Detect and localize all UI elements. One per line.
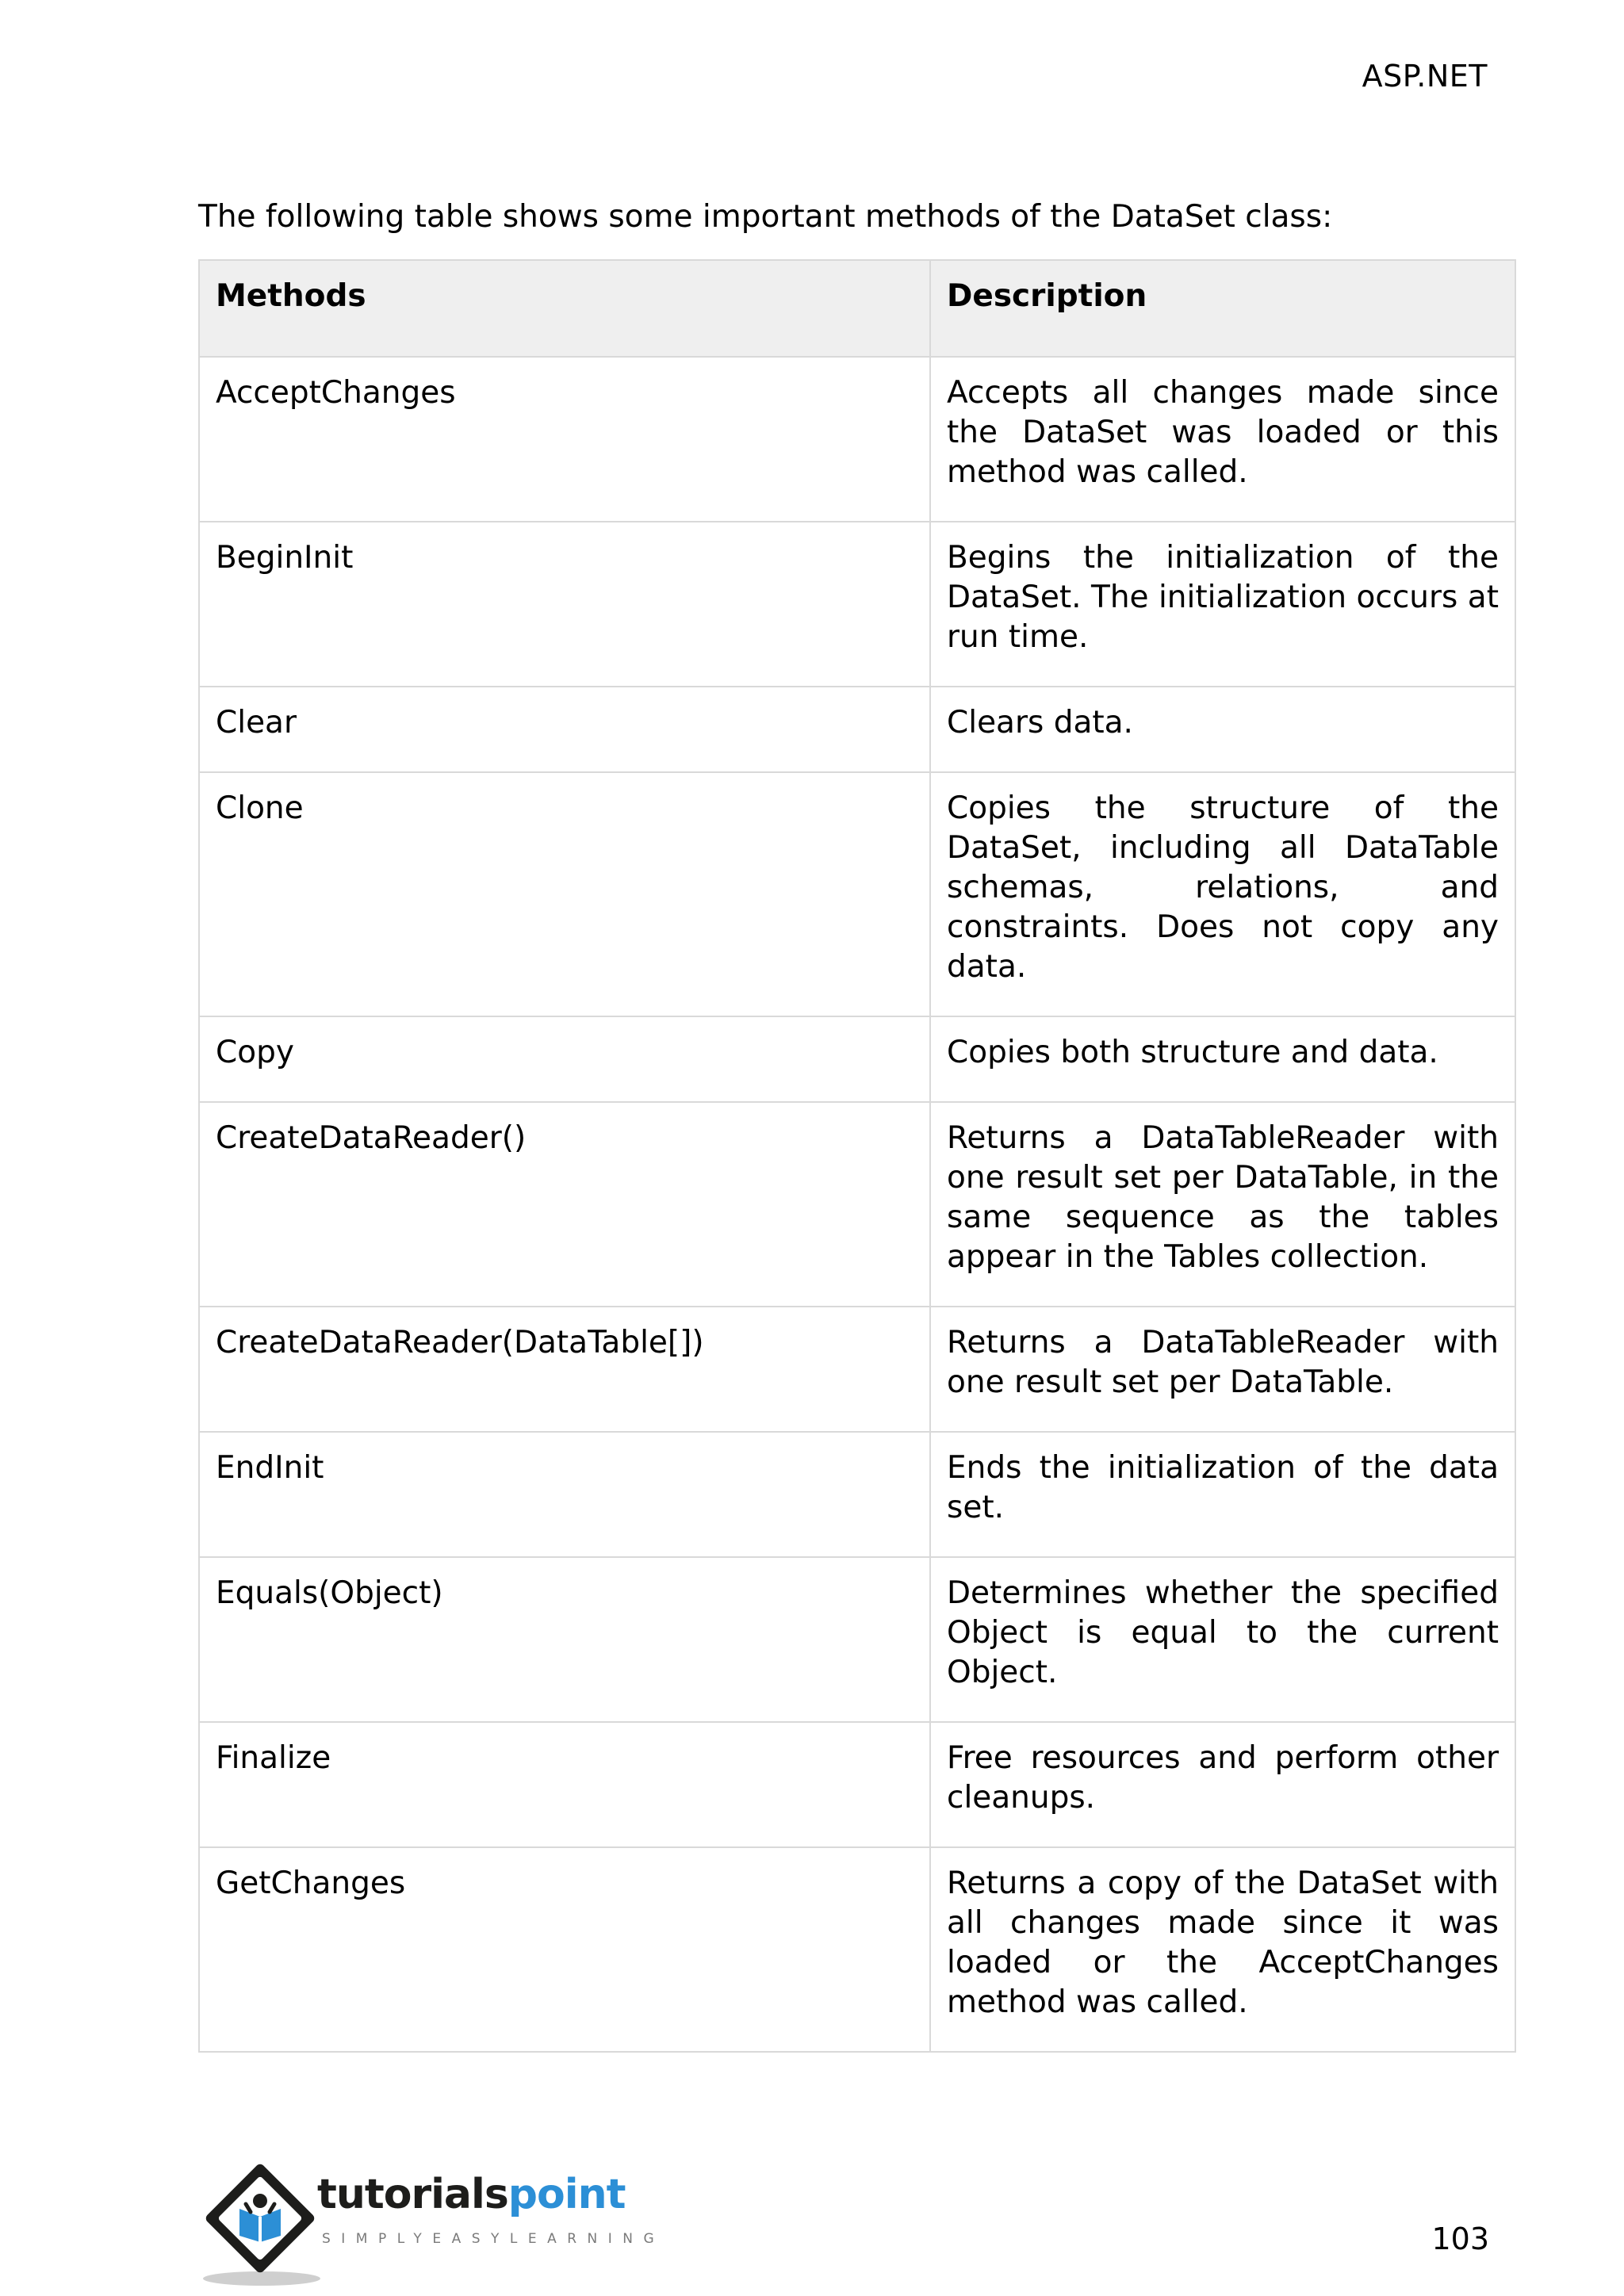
method-description: Returns a DataTableReader with one result set per DataTable.: [930, 1307, 1515, 1432]
table-row: [199, 1016, 1515, 1102]
method-name: Clone: [199, 772, 930, 1016]
column-header-methods: Methods: [199, 260, 930, 357]
logo-wordmark-point: point: [508, 2171, 626, 2218]
page-number: 103: [1431, 2221, 1489, 2256]
table-row: [199, 1432, 1515, 1557]
method-name: EndInit: [199, 1432, 930, 1557]
tutorialspoint-logo: [198, 2163, 665, 2290]
table-row: [199, 687, 1515, 772]
method-description: Accepts all changes made since the DataSet was loaded or this method was called.: [930, 357, 1515, 522]
table-row: [199, 522, 1515, 687]
method-name: GetChanges: [199, 1847, 930, 2052]
method-description: Determines whether the specified Object is equal to the current Object.: [930, 1557, 1515, 1722]
table-row: [199, 1102, 1515, 1307]
table-row: [199, 772, 1515, 1016]
method-name: Finalize: [199, 1722, 930, 1847]
method-description: Returns a copy of the DataSet with all changes made since it was loaded or the AcceptChanges method was called.: [930, 1847, 1515, 2052]
method-name: Copy: [199, 1016, 930, 1102]
method-description: Free resources and perform other cleanups.: [930, 1722, 1515, 1847]
method-name: BeginInit: [199, 522, 930, 687]
method-name: Clear: [199, 687, 930, 772]
table-row: [199, 1557, 1515, 1722]
method-description: Clears data.: [930, 687, 1515, 772]
column-header-description: Description: [930, 260, 1515, 357]
table-row: [199, 1307, 1515, 1432]
method-name: CreateDataReader(DataTable[]): [199, 1307, 930, 1432]
logo-tagline: SIMPLYEASYLEARNING: [322, 2231, 665, 2247]
table-row: [199, 357, 1515, 522]
method-description: Returns a DataTableReader with one result set per DataTable, in the same sequence as the tables appear in the Tables collection.: [930, 1102, 1515, 1307]
methods-table: [198, 259, 1516, 2053]
logo-wordmark: [317, 2171, 625, 2218]
running-header: ASP.NET: [1362, 59, 1488, 94]
table-row: [199, 1722, 1515, 1847]
intro-paragraph: The following table shows some important methods of the DataSet class:: [198, 199, 1333, 235]
method-name: CreateDataReader(): [199, 1102, 930, 1307]
method-name: AcceptChanges: [199, 357, 930, 522]
method-description: Begins the initialization of the DataSet. The initialization occurs at run time.: [930, 522, 1515, 687]
table-header-row: [199, 260, 1515, 357]
method-name: Equals(Object): [199, 1557, 930, 1722]
table-row: [199, 1847, 1515, 2052]
method-description: Copies both structure and data.: [930, 1016, 1515, 1102]
logo-wordmark-tutorials: tutorials: [317, 2171, 508, 2218]
method-description: Ends the initialization of the data set.: [930, 1432, 1515, 1557]
method-description: Copies the structure of the DataSet, including all DataTable schemas, relations, and constraints. Does not copy any data.: [930, 772, 1515, 1016]
tutorialspoint-emblem-icon: [198, 2163, 325, 2290]
